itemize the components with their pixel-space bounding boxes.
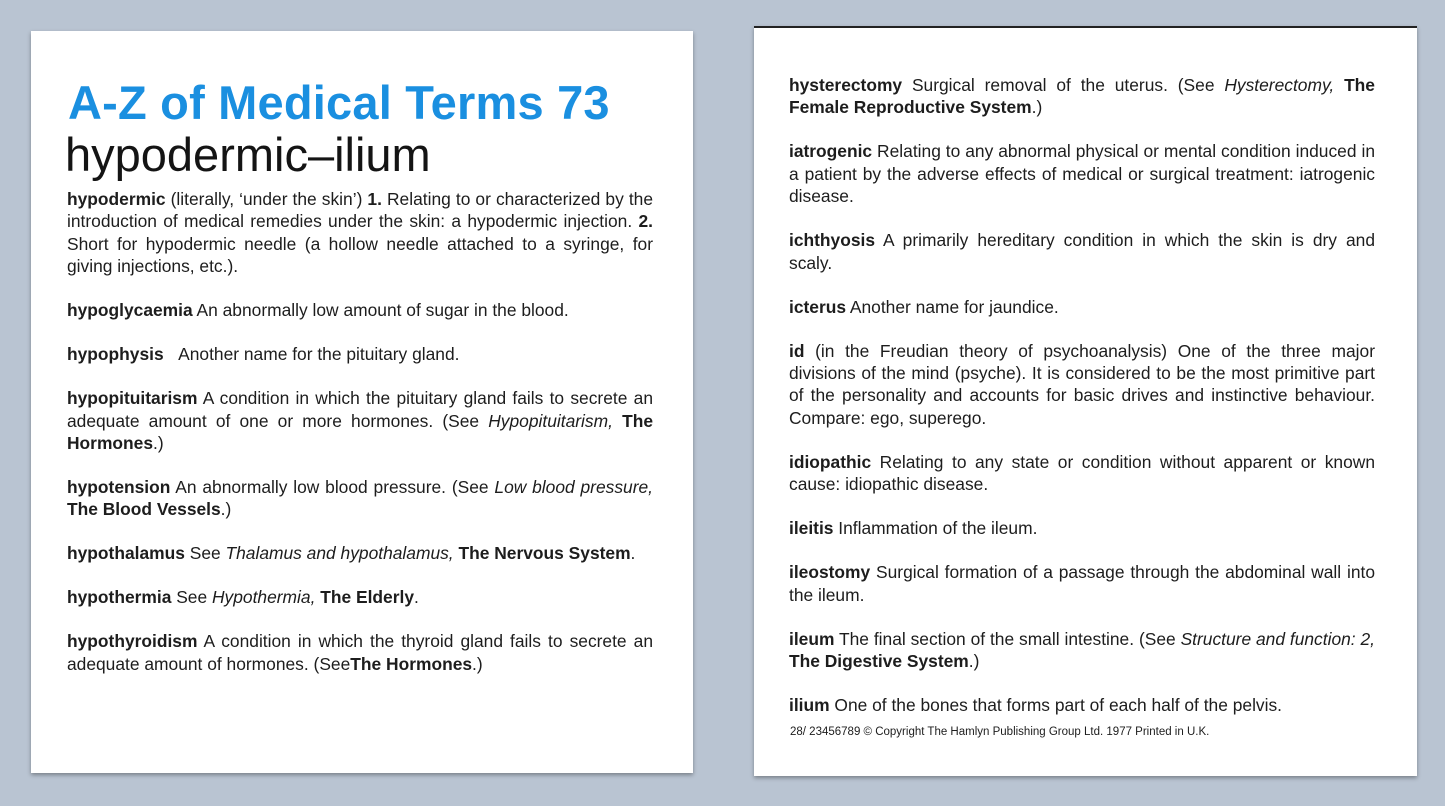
entry-hypothermia	[67, 586, 653, 608]
definition-text: A condition in which the thyroid gland fails to secrete an adequate amount of hormones. (See	[67, 631, 653, 674]
definition-text: .)	[472, 653, 483, 674]
entry-ileitis	[789, 517, 1375, 539]
definition-text: .)	[220, 499, 232, 520]
entry-hypothyroidism	[67, 630, 653, 675]
term-ilium: ilium	[789, 695, 830, 716]
term-hypodermic: hypodermic	[67, 189, 166, 209]
definition-text: See	[171, 587, 212, 608]
definition-text: A condition in which the pituitary gland fails to secrete an adequate amount of one or more hormones. (See	[67, 388, 653, 431]
definition-text: Surgical formation of a passage through the abdominal wall into the ileum.	[789, 562, 1375, 605]
term-hypothalamus: hypothalamus	[67, 543, 185, 564]
cross-reference-topic: Hypopituitarism,	[488, 410, 613, 431]
entry-id	[789, 340, 1375, 430]
entry-iatrogenic	[789, 140, 1375, 207]
term-hypothermia: hypothermia	[67, 587, 172, 608]
term-id: id	[789, 340, 805, 361]
entry-idiopathic	[789, 451, 1375, 496]
entry-hypotension	[67, 476, 653, 521]
cross-reference-section: The Blood Vessels	[67, 499, 221, 520]
term-hypopituitarism: hypopituitarism	[67, 388, 198, 409]
entry-hypodermic	[67, 188, 653, 278]
cross-reference-section: The Elderly	[320, 587, 414, 608]
definition-text: Short for hypodermic needle (a hollow needle attached to a syringe, for giving injections, etc.).	[67, 233, 653, 277]
entry-ileum	[789, 628, 1375, 673]
definition-text: .)	[153, 433, 164, 454]
definition-text: One of the bones that forms part of each half of the pelvis.	[829, 695, 1283, 716]
definition-text: Another name for jaundice.	[846, 296, 1059, 317]
term-hysterectomy: hysterectomy	[789, 75, 903, 95]
definition-text: Another name for the pituitary gland.	[163, 344, 460, 365]
term-ichthyosis: ichthyosis	[789, 230, 876, 251]
entry-ileostomy	[789, 561, 1375, 606]
cross-reference-section: The Hormones	[67, 410, 653, 454]
definition-text: Relating to any state or condition without apparent or known cause: idiopathic disease.	[789, 451, 1375, 495]
sense-number: 2.	[638, 211, 653, 232]
entry-ichthyosis	[789, 229, 1375, 274]
definition-text: An abnormally low amount of sugar in the blood.	[192, 300, 569, 321]
definition-text: The final section of the small intestine. (See	[834, 628, 1181, 649]
cross-reference-topic: Thalamus and hypothalamus,	[225, 543, 454, 564]
cross-reference-topic: Hypothermia,	[211, 587, 316, 608]
definition-text: Relating to any abnormal physical or mental condition induced in a patient by the adverse effects of medical or surgical treatment: iatrogenic disease.	[789, 141, 1375, 207]
definition-text: Inflammation of the ileum.	[833, 518, 1038, 539]
entry-hypoglycaemia	[67, 299, 653, 321]
entry-icterus	[789, 296, 1375, 318]
cross-reference-section: The Nervous System	[458, 543, 631, 564]
cross-reference-topic: Structure and function: 2,	[1180, 628, 1376, 649]
front-entries	[67, 188, 653, 697]
definition-text: .)	[1031, 97, 1043, 118]
card-title: A-Z of Medical Terms 73	[68, 76, 610, 129]
term-hypophysis: hypophysis	[67, 344, 164, 365]
card-subtitle: hypodermic–ilium	[65, 128, 431, 181]
cross-reference-section: The Female Reproductive System	[789, 75, 1375, 118]
back-entries	[789, 74, 1375, 738]
entry-hypothalamus	[67, 542, 653, 564]
cross-reference-section: The Hormones	[350, 653, 473, 674]
term-ileitis: ileitis	[789, 518, 834, 539]
cross-reference-section: The Digestive System	[789, 651, 969, 672]
term-idiopathic: idiopathic	[789, 451, 872, 472]
definition-text: Relating to or characterized by the introduction of medical remedies under the skin: a hypodermic injection.	[67, 189, 653, 232]
term-ileum: ileum	[789, 628, 835, 649]
term-ileostomy: ileostomy	[789, 562, 871, 583]
term-hypothyroidism: hypothyroidism	[67, 631, 198, 652]
definition-text: (literally, ‘under the skin’)	[165, 189, 368, 209]
definition-text: .)	[968, 651, 980, 672]
entry-hypopituitarism	[67, 387, 653, 454]
entry-hysterectomy	[789, 74, 1375, 119]
cross-reference-topic: Low blood pressure,	[494, 477, 653, 498]
term-hypoglycaemia: hypoglycaemia	[67, 300, 193, 321]
definition-text: See	[184, 543, 226, 564]
definition-text: .	[414, 587, 419, 608]
definition-text: A primarily hereditary condition in which the skin is dry and scaly.	[789, 230, 1375, 273]
card-back	[754, 26, 1417, 776]
definition-text: (in the Freudian theory of psychoanalysis) One of the three major divisions of the mind (psyche). It is considered to be the most primitive part of the personality and accounts for basic drives and instinctive behaviour. Compare: ego, superego.	[789, 340, 1375, 428]
spacer-text	[1334, 75, 1344, 95]
definition-text: An abnormally low blood pressure. (See	[170, 477, 495, 498]
term-hypotension: hypotension	[67, 477, 171, 498]
cross-reference-topic: Hysterectomy,	[1224, 75, 1335, 95]
spacer-text	[613, 411, 622, 431]
term-icterus: icterus	[789, 296, 847, 317]
entry-hypophysis	[67, 343, 653, 365]
term-iatrogenic: iatrogenic	[789, 141, 873, 162]
copyright-footer: 28/ 23456789 © Copyright The Hamlyn Publishing Group Ltd. 1977 Printed in U.K.	[790, 726, 1210, 738]
card-front	[31, 31, 693, 773]
entry-ilium	[789, 694, 1375, 716]
sense-number: 1.	[367, 189, 382, 209]
definition-text: Surgical removal of the uterus. (See	[902, 75, 1225, 95]
definition-text: .	[630, 543, 636, 564]
